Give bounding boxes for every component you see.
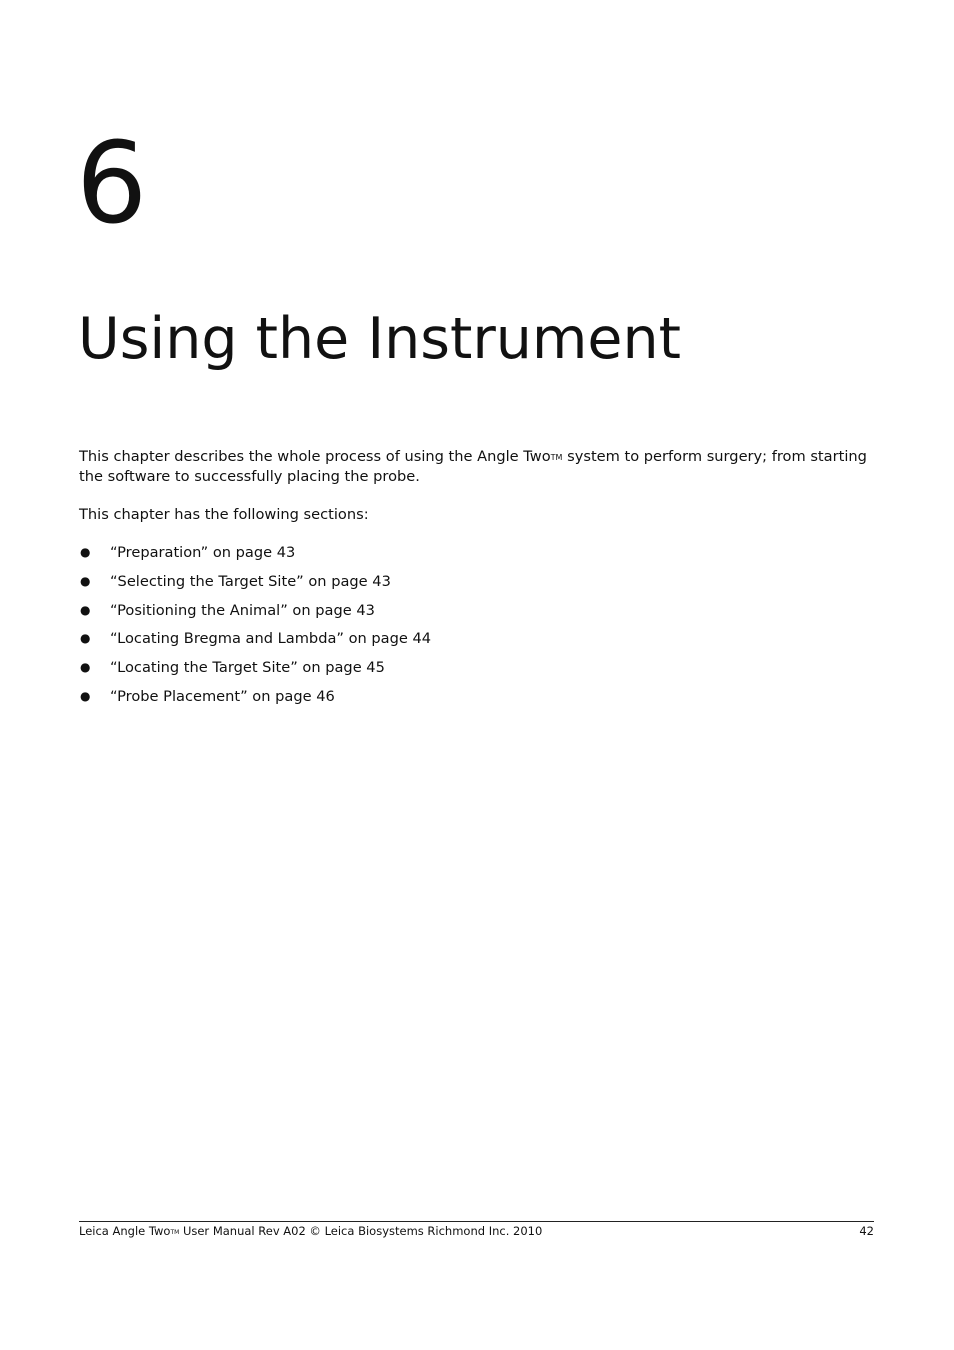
footer-copyright: [79, 1224, 542, 1240]
footer-divider: [79, 1221, 874, 1222]
section-link-locating-target-site[interactable]: “Locating the Target Site” on page 45: [110, 659, 385, 677]
list-item[interactable]: [79, 687, 431, 716]
section-link-preparation[interactable]: “Preparation” on page 43: [110, 544, 296, 561]
intro-text-start: This chapter describes the whole process of using the Angle Two: [79, 448, 551, 465]
section-link-selecting-target-site[interactable]: “Selecting the Target Site” on page 43: [110, 572, 391, 590]
bullet-icon: ●: [80, 631, 91, 646]
bullet-icon: ●: [80, 602, 91, 617]
list-item[interactable]: [79, 572, 431, 601]
intro-text-end: system to perform surgery; from starting the software to successfully placing the probe.: [79, 448, 867, 485]
list-item[interactable]: [79, 629, 431, 658]
bullet-icon: ●: [80, 545, 91, 559]
trademark-mark: TM: [550, 453, 563, 462]
section-link-positioning-animal[interactable]: “Positioning the Animal” on page 43: [110, 601, 375, 619]
page-number: 42: [859, 1224, 874, 1238]
chapter-number: 6: [76, 119, 148, 249]
list-item[interactable]: [79, 601, 431, 630]
bullet-icon: ●: [80, 573, 91, 588]
section-link-locating-bregma-lambda[interactable]: “Locating Bregma and Lambda” on page 44: [110, 630, 432, 648]
bullet-icon: ●: [80, 688, 91, 703]
footer-manual-info: User Manual Rev A02 © Leica Biosystems Richmond Inc. 2010: [179, 1224, 543, 1238]
section-list: [79, 543, 431, 716]
footer-product: Leica Angle Two: [79, 1224, 171, 1238]
intro-paragraph: [79, 447, 879, 486]
chapter-title: Using the Instrument: [78, 306, 681, 372]
list-item[interactable]: [79, 658, 431, 687]
section-link-probe-placement[interactable]: “Probe Placement” on page 46: [110, 687, 335, 705]
list-item[interactable]: [79, 543, 431, 572]
sections-lead: This chapter has the following sections:: [79, 506, 369, 523]
bullet-icon: ●: [80, 660, 91, 675]
footer-trademark-mark: TM: [170, 1229, 180, 1236]
